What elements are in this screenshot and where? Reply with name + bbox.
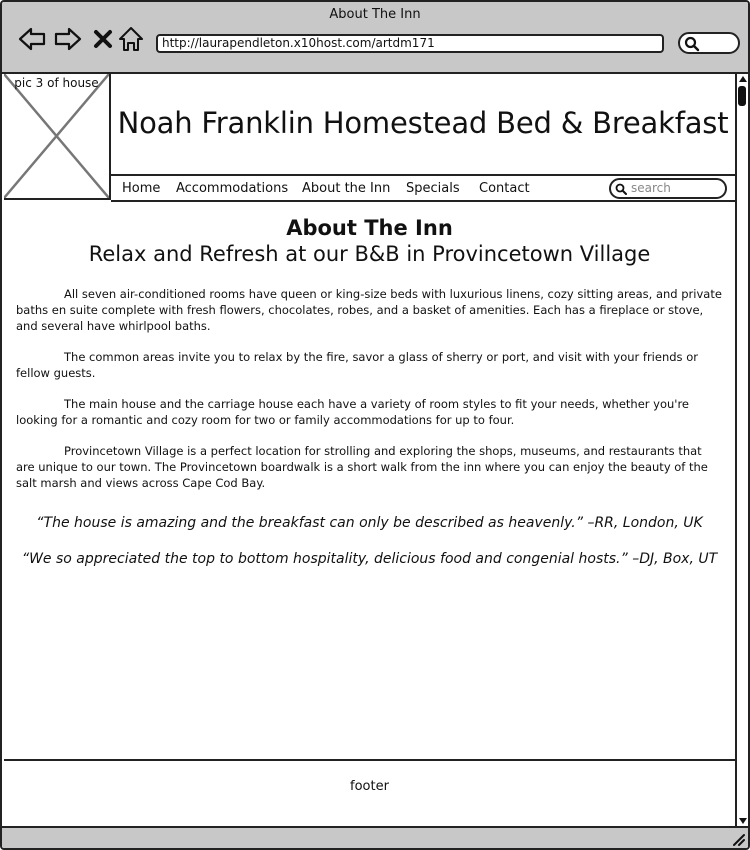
nav-specials[interactable]: Specials	[406, 181, 460, 196]
paragraph: The main house and the carriage house each have a variety of room styles to fit your needs, whether you're looking for a romantic and cozy room for two or family accommodations for up to four.	[16, 397, 690, 427]
image-placeholder-icon	[4, 74, 109, 198]
address-bar[interactable]: http://laurapendleton.x10host.com/artdm171	[156, 34, 664, 53]
status-bar	[2, 826, 748, 848]
window-title: About The Inn	[329, 7, 421, 22]
footer-text: footer	[350, 779, 389, 794]
home-icon[interactable]	[116, 24, 146, 54]
vertical-scrollbar[interactable]	[735, 74, 748, 826]
logo-image-placeholder	[4, 74, 111, 200]
main-navigation	[111, 174, 735, 202]
resize-grip-icon[interactable]	[730, 832, 746, 846]
page-heading: About The Inn	[286, 216, 453, 240]
paragraph: Provincetown Village is a perfect location for strolling and exploring the shops, museums, and restaurants that are unique to our town. The Provincetown boardwalk is a short walk from the inn where you can enjoy the beauty of the salt marsh and views across Cape Cod Bay.	[16, 444, 708, 490]
nav-accommodations[interactable]: Accommodations	[176, 181, 289, 196]
site-header	[113, 74, 735, 176]
browser-toolbar	[2, 2, 748, 74]
back-arrow-icon[interactable]	[17, 24, 47, 54]
site-search-input[interactable]	[609, 178, 727, 199]
paragraph: The common areas invite you to relax by the fire, savor a glass of sherry or port, and visit with your friends or fellow guests.	[16, 350, 698, 380]
page-subheading: Relax and Refresh at our B&B in Provincetown Village	[88, 242, 651, 266]
paragraph: All seven air-conditioned rooms have queen or king-size beds with luxurious linens, cozy sitting areas, and private baths en suite complete with fresh flowers, chocolates, robes, and a basket of amenities. Each has a fireplace or stove, and several have whirlpool baths.	[16, 287, 722, 333]
logo-label: pic 3 of house	[14, 76, 99, 90]
forward-arrow-icon[interactable]	[53, 24, 83, 54]
stop-close-icon[interactable]	[88, 24, 118, 54]
testimonial-quote: “The house is amazing and the breakfast can only be described as heavenly.” –RR, London, UK	[36, 515, 703, 531]
site-footer	[4, 759, 735, 826]
nav-home[interactable]: Home	[122, 181, 161, 196]
scrollbar-thumb[interactable]	[738, 86, 746, 106]
search-placeholder: search	[631, 181, 671, 195]
main-content	[4, 202, 735, 567]
nav-about-the-inn[interactable]: About the Inn	[302, 181, 391, 196]
browser-search-field[interactable]	[678, 32, 740, 54]
testimonial-quote: “We so appreciated the top to bottom hospitality, delicious food and congenial hosts.” –DJ, Box, UT	[21, 551, 718, 567]
site-title: Noah Franklin Homestead Bed & Breakfast	[117, 106, 729, 140]
scroll-up-icon[interactable]	[738, 74, 748, 84]
search-icon	[684, 36, 700, 52]
scroll-down-icon[interactable]	[738, 816, 748, 826]
search-icon	[615, 183, 627, 195]
nav-contact[interactable]: Contact	[479, 181, 530, 196]
